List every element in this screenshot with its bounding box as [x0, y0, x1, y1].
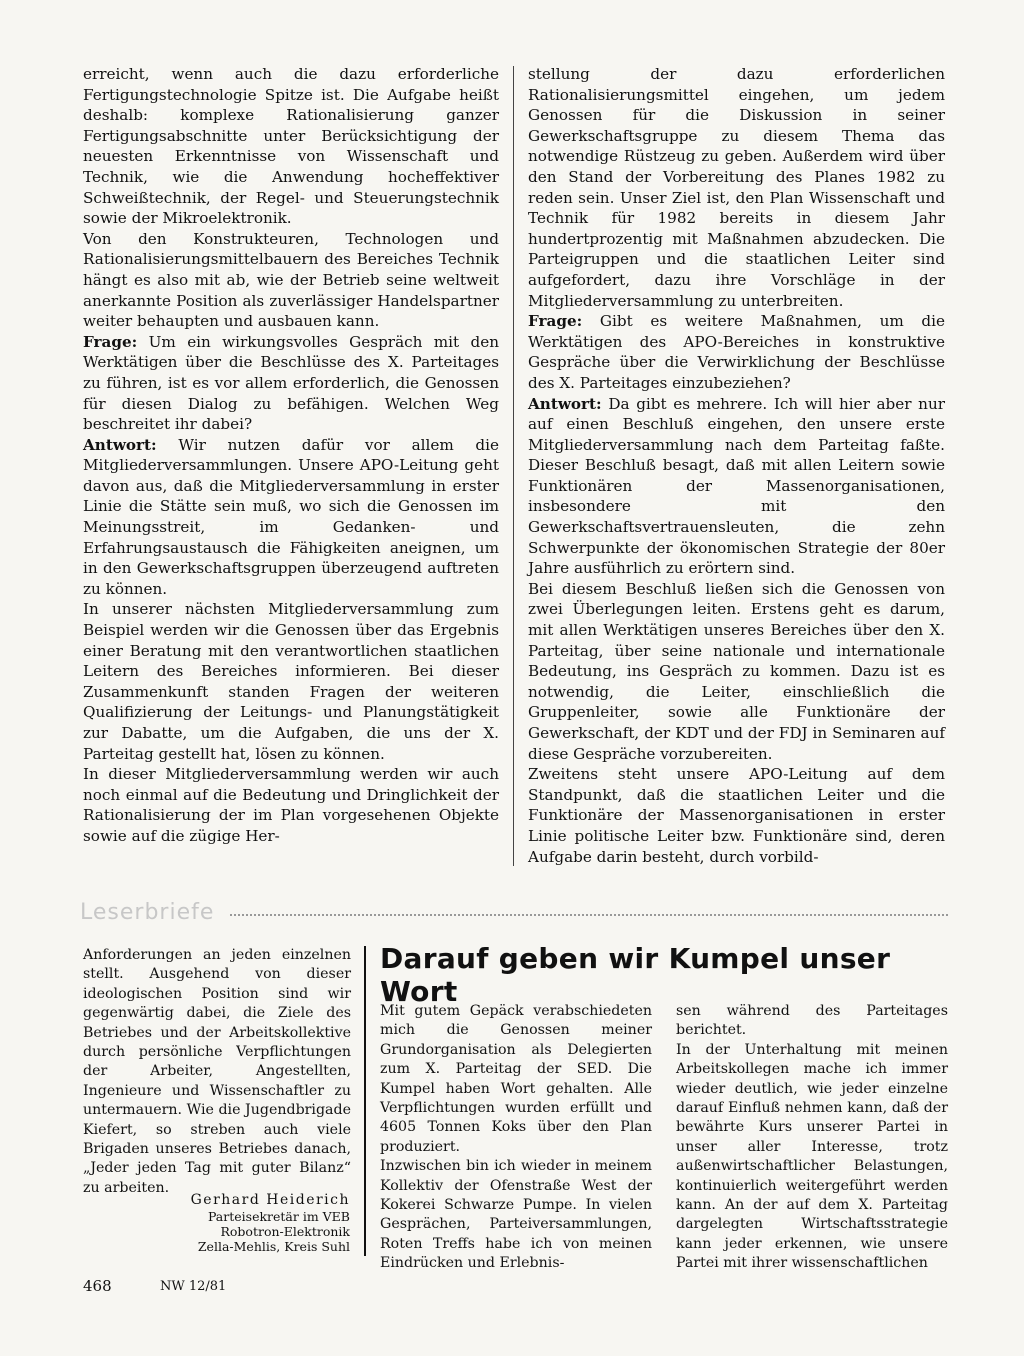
- paragraph: Inzwischen bin ich wieder in meinem Kollektiv der Ofenstraße West der Kokerei Schwarze Pumpe. In vielen Gesprächen, Parteiversammlungen, Roten Treffs habe ich von meinen Eindrücken und Erlebnis-: [380, 1158, 652, 1272]
- section-label: Leserbriefe: [80, 900, 215, 925]
- question-paragraph: Frage: Gibt es weitere Maßnahmen, um die Werktätigen des APO-Bereiches in konstruktive Gespräche über die Verwirklichung der Beschlüsse des X. Parteitages einzubeziehen?: [528, 312, 945, 392]
- letter-signature: [160, 1192, 350, 1254]
- letter-column-left: [83, 946, 351, 1198]
- paragraph: Von den Konstrukteuren, Technologen und Rationalisierungsmittelbauern des Bereiches Technik hängt es also mit ab, wie der Betrieb seine weltweit anerkannte Position als zuverlässiger Handelspartner weiter behaupten und ausbauen kann.: [83, 229, 499, 331]
- paragraph: Zweitens steht unsere APO-Leitung auf dem Standpunkt, daß die staatlichen Leiter und die Funktionäre der Massenorganisationen in erster Linie politische Leiter bzw. Funktionäre sind, deren Aufgabe darin besteht, durch vorbild-: [528, 765, 945, 866]
- letter-column-middle: [380, 1002, 652, 1274]
- issue-label: NW 12/81: [160, 1279, 227, 1294]
- section-header: [80, 900, 950, 926]
- paragraph: In unserer nächsten Mitgliederversammlung zum Beispiel werden wir die Genossen über das Ergebnis einer Beratung mit den verantwortlichen staatlichen Leitern des Bereiches informieren. Bei dieser Zusammenkunft standen Fragen der weiteren Qualifizierung der Leitungs- und Planungstätigkeit zur Dabatte, um die Aufgaben, die uns der X. Parteitag gestellt hat, lösen zu können.: [83, 600, 499, 763]
- letter-text: Anforderungen an jeden einzelnen stellt. Ausgehend von dieser ideologischen Position sind wir gegenwärtig dabei, die Ziele des Betriebes und der Arbeitskollektive durch persönliche Verpflichtungen der Arbeiter, Angestellten, Ingenieure und Wissenschaftler zu untermauern. Wie die Jugendbrigade Kiefert, so streben auch viele Brigaden unseres Betriebes danach, „Jeder jeden Tag mit guter Bilanz“ zu arbeiten.: [83, 947, 351, 1196]
- question-label: Frage:: [528, 312, 583, 331]
- author-role-line: Robotron-Elektronik: [220, 1224, 350, 1239]
- paragraph: In dieser Mitgliederversammlung werden wir auch noch einmal auf die Bedeutung und Dringlichkeit der Rationalisierung der im Plan vorgesehenen Objekte sowie auf die zügige Her-: [83, 765, 499, 845]
- page-number: 468: [83, 1277, 112, 1295]
- author-role-line: Parteisekretär im VEB: [207, 1209, 350, 1224]
- article-column-right: [528, 64, 945, 867]
- answer-label: Antwort:: [83, 435, 157, 454]
- article-column-left: [83, 64, 499, 847]
- answer-paragraph: Antwort: Wir nutzen dafür vor allem die Mitgliederversammlungen. Unsere APO-Leitung geht davon aus, daß die Mitgliederversammlung in erster Linie die Stätte sein muß, wo sich die Genossen im Meinungsstreit, im Gedanken- und Erfahrungsaustausch die Fähigkeiten aneignen, um in den Gewerkschaftsgruppen überzeugend auftreten zu können.: [83, 435, 500, 598]
- paragraph: Mit gutem Gepäck verabschiedeten mich die Genossen meiner Grundorganisation als Delegierten zum X. Parteitag der SED. Die Kumpel haben Wort gehalten. Alle Verpflichtungen wurden erfüllt und 4605 Tonnen Koks über den Plan produziert.: [380, 1003, 652, 1155]
- answer-label: Antwort:: [528, 394, 602, 413]
- paragraph: erreicht, wenn auch die dazu erforderliche Fertigungstechnologie Spitze ist. Die Aufgabe heißt deshalb: komplexe Rationalisierung ganzer Fertigungsabschnitte unter Berücksichtigung der neuesten Erkenntnisse von Wissenschaft und Technik, wie die Anwendung hocheffektiver Schweißtechnik, der Regel- und Steuerungstechnik sowie der Mikroelektronik.: [83, 65, 499, 228]
- letter-column-right: [676, 1002, 948, 1274]
- paragraph: Bei diesem Beschluß ließen sich die Genossen von zwei Überlegungen leiten. Erstens geht es darum, mit allen Werktätigen unseres Bereiches über den X. Parteitag, über seine nationale und internationale Bedeutung, ins Gespräch zu kommen. Dazu ist es notwendig, die Leiter, einschließlich die Gruppenleiter, sowie alle Funktionäre der Gewerkschaft, der KDT und der FDJ in Seminaren auf diese Gespräche vorzubereiten.: [528, 579, 945, 763]
- author-role-line: Zella-Mehlis, Kreis Suhl: [197, 1239, 350, 1254]
- paragraph: sen während des Parteitages berichtet.: [676, 1003, 948, 1039]
- letter-headline: Darauf geben wir Kumpel unser Wort: [380, 942, 891, 1008]
- column-divider: [513, 66, 514, 866]
- author-name: Gerhard Heiderich: [190, 1192, 350, 1208]
- paragraph: In der Unterhaltung mit meinen Arbeitskollegen mache ich immer wieder deutlich, wie jeder einzelne darauf Einfluß nehmen kann, daß der bewährte Kurs unserer Partei in unser aller Interesse, trotz außenwirtschaftlicher Belastungen, kontinuierlich weitergeführt werden kann. An der auf dem X. Parteitag dargelegten Wirtschaftsstrategie kann jeder erkennen, wie unsere Partei mit ihrer wissenschaftlichen: [676, 1041, 948, 1272]
- letter-divider: [364, 946, 366, 1256]
- paragraph: stellung der dazu erforderlichen Rationalisierungsmittel eingehen, um jedem Genossen für die Diskussion in seiner Gewerkschaftsgruppe zu diesem Thema das notwendige Rüstzeug zu geben. Außerdem wird über den Stand der Vorbereitung des Planes 1982 zu reden sein. Unser Ziel ist, den Plan Wissenschaft und Technik für 1982 bereits in diesem Jahr hundertprozentig mit Maßnahmen abzudecken. Die Parteigruppen und die staatlichen Leiter sind aufgefordert, dazu ihre Vorschläge in der Mitgliederversammlung zu unterbreiten.: [528, 65, 945, 310]
- question-paragraph: Frage: Um ein wirkungsvolles Gespräch mit den Werktätigen über die Beschlüsse des X. Parteitages zu führen, ist es vor allem erforderlich, die Genossen für diesen Dialog zu befähigen. Welchen Weg beschreitet ihr dabei?: [83, 332, 499, 434]
- answer-paragraph: Antwort: Da gibt es mehrere. Ich will hier aber nur auf einen Beschluß eingehen, den unsere erste Mitgliederversammlung nach dem Parteitag faßte. Dieser Beschluß besagt, daß mit allen Leitern sowie Funktionären der Massenorganisationen, insbesondere mit den Gewerkschaftsvertrauensleuten, die zehn Schwerpunkte der ökonomischen Strategie der 80er Jahre ausführlich zu erörtern sind.: [528, 394, 945, 578]
- section-rule: [230, 914, 950, 916]
- question-label: Frage:: [83, 332, 138, 351]
